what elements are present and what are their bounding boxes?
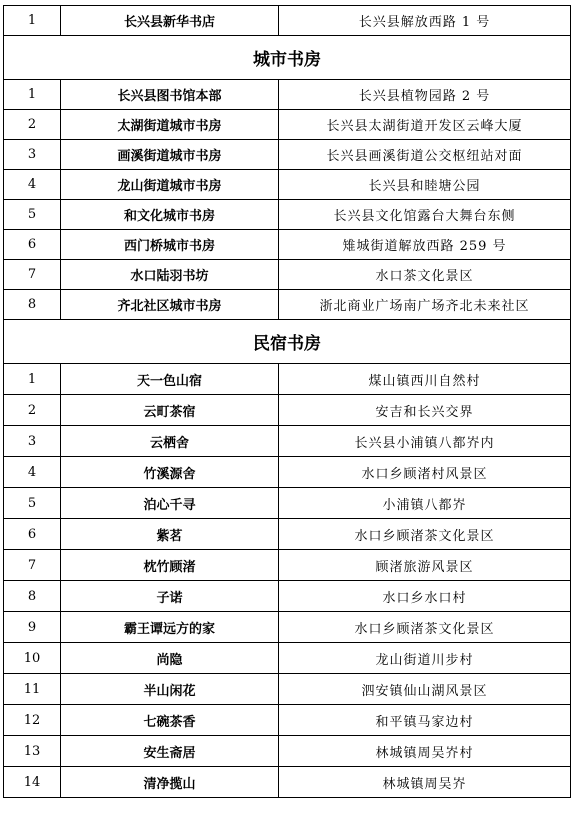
venue-address: 林城镇周吴岕村 (279, 736, 571, 767)
section-title: 城市书房 (4, 36, 571, 80)
venue-name: 齐北社区城市书房 (61, 290, 279, 320)
venue-address: 水口乡顾渚茶文化景区 (279, 612, 571, 643)
row-number: 5 (4, 200, 61, 230)
table-row (4, 170, 571, 200)
table-row (4, 488, 571, 519)
row-number: 7 (4, 550, 61, 581)
table-row (4, 290, 571, 320)
table-row (4, 140, 571, 170)
venue-name: 霸王谭远方的家 (61, 612, 279, 643)
table-row (4, 260, 571, 290)
row-number: 1 (4, 80, 61, 110)
venue-address: 龙山街道川步村 (279, 643, 571, 674)
venue-address: 雉城街道解放西路 259 号 (279, 230, 571, 260)
venue-name: 天一色山宿 (61, 364, 279, 395)
row-number: 6 (4, 519, 61, 550)
venue-name: 水口陆羽书坊 (61, 260, 279, 290)
row-number: 1 (4, 6, 61, 36)
venue-name: 枕竹顾渚 (61, 550, 279, 581)
table-row (4, 674, 571, 705)
table-row (4, 426, 571, 457)
venue-name: 和文化城市书房 (61, 200, 279, 230)
venue-name: 半山闲花 (61, 674, 279, 705)
row-number: 11 (4, 674, 61, 705)
venue-name: 泊心千寻 (61, 488, 279, 519)
venue-name: 画溪街道城市书房 (61, 140, 279, 170)
table-row (4, 395, 571, 426)
row-number: 3 (4, 426, 61, 457)
row-number: 5 (4, 488, 61, 519)
venue-address: 水口茶文化景区 (279, 260, 571, 290)
venue-address: 顾渚旅游风景区 (279, 550, 571, 581)
table-row (4, 767, 571, 798)
venue-address: 和平镇马家边村 (279, 705, 571, 736)
table-row (4, 581, 571, 612)
venue-name: 长兴县图书馆本部 (61, 80, 279, 110)
venue-address: 水口乡水口村 (279, 581, 571, 612)
venue-name: 七碗茶香 (61, 705, 279, 736)
table-row (4, 519, 571, 550)
row-number: 8 (4, 581, 61, 612)
row-number: 4 (4, 457, 61, 488)
row-number: 7 (4, 260, 61, 290)
bookstore-table (3, 5, 571, 798)
row-number: 13 (4, 736, 61, 767)
venue-name: 长兴县新华书店 (61, 6, 279, 36)
venue-address: 小浦镇八都岕 (279, 488, 571, 519)
row-number: 12 (4, 705, 61, 736)
section-title: 民宿书房 (4, 320, 571, 364)
row-number: 10 (4, 643, 61, 674)
venue-address: 安吉和长兴交界 (279, 395, 571, 426)
table-row (4, 736, 571, 767)
row-number: 2 (4, 395, 61, 426)
table-row (4, 80, 571, 110)
venue-name: 西门桥城市书房 (61, 230, 279, 260)
venue-name: 子诺 (61, 581, 279, 612)
venue-name: 龙山街道城市书房 (61, 170, 279, 200)
venue-address: 长兴县和睦塘公园 (279, 170, 571, 200)
venue-address: 长兴县植物园路 2 号 (279, 80, 571, 110)
table-row (4, 550, 571, 581)
table-row (4, 612, 571, 643)
row-number: 4 (4, 170, 61, 200)
venue-name: 云栖舍 (61, 426, 279, 457)
table-row (4, 230, 571, 260)
row-number: 3 (4, 140, 61, 170)
table-body (4, 6, 571, 798)
section-header-row (4, 36, 571, 80)
row-number: 8 (4, 290, 61, 320)
table-row (4, 643, 571, 674)
row-number: 6 (4, 230, 61, 260)
venue-address: 水口乡顾渚村风景区 (279, 457, 571, 488)
venue-name: 紫茗 (61, 519, 279, 550)
table-row (4, 705, 571, 736)
venue-name: 安生斋居 (61, 736, 279, 767)
venue-address: 长兴县文化馆露台大舞台东侧 (279, 200, 571, 230)
row-number: 9 (4, 612, 61, 643)
venue-address: 长兴县解放西路 1 号 (279, 6, 571, 36)
venue-address: 水口乡顾渚茶文化景区 (279, 519, 571, 550)
table-row (4, 6, 571, 36)
row-number: 1 (4, 364, 61, 395)
venue-name: 云町茶宿 (61, 395, 279, 426)
venue-address: 林城镇周吴岕 (279, 767, 571, 798)
venue-address: 泗安镇仙山湖风景区 (279, 674, 571, 705)
table-row (4, 110, 571, 140)
venue-address: 煤山镇西川自然村 (279, 364, 571, 395)
venue-address: 长兴县画溪街道公交枢纽站对面 (279, 140, 571, 170)
venue-name: 太湖街道城市书房 (61, 110, 279, 140)
venue-address: 浙北商业广场南广场齐北未来社区 (279, 290, 571, 320)
venue-name: 清净揽山 (61, 767, 279, 798)
row-number: 2 (4, 110, 61, 140)
table-row (4, 200, 571, 230)
row-number: 14 (4, 767, 61, 798)
section-header-row (4, 320, 571, 364)
venue-address: 长兴县小浦镇八都岕内 (279, 426, 571, 457)
venue-name: 竹溪源舍 (61, 457, 279, 488)
table-row (4, 364, 571, 395)
venue-name: 尚隐 (61, 643, 279, 674)
table-row (4, 457, 571, 488)
venue-address: 长兴县太湖街道开发区云峰大厦 (279, 110, 571, 140)
